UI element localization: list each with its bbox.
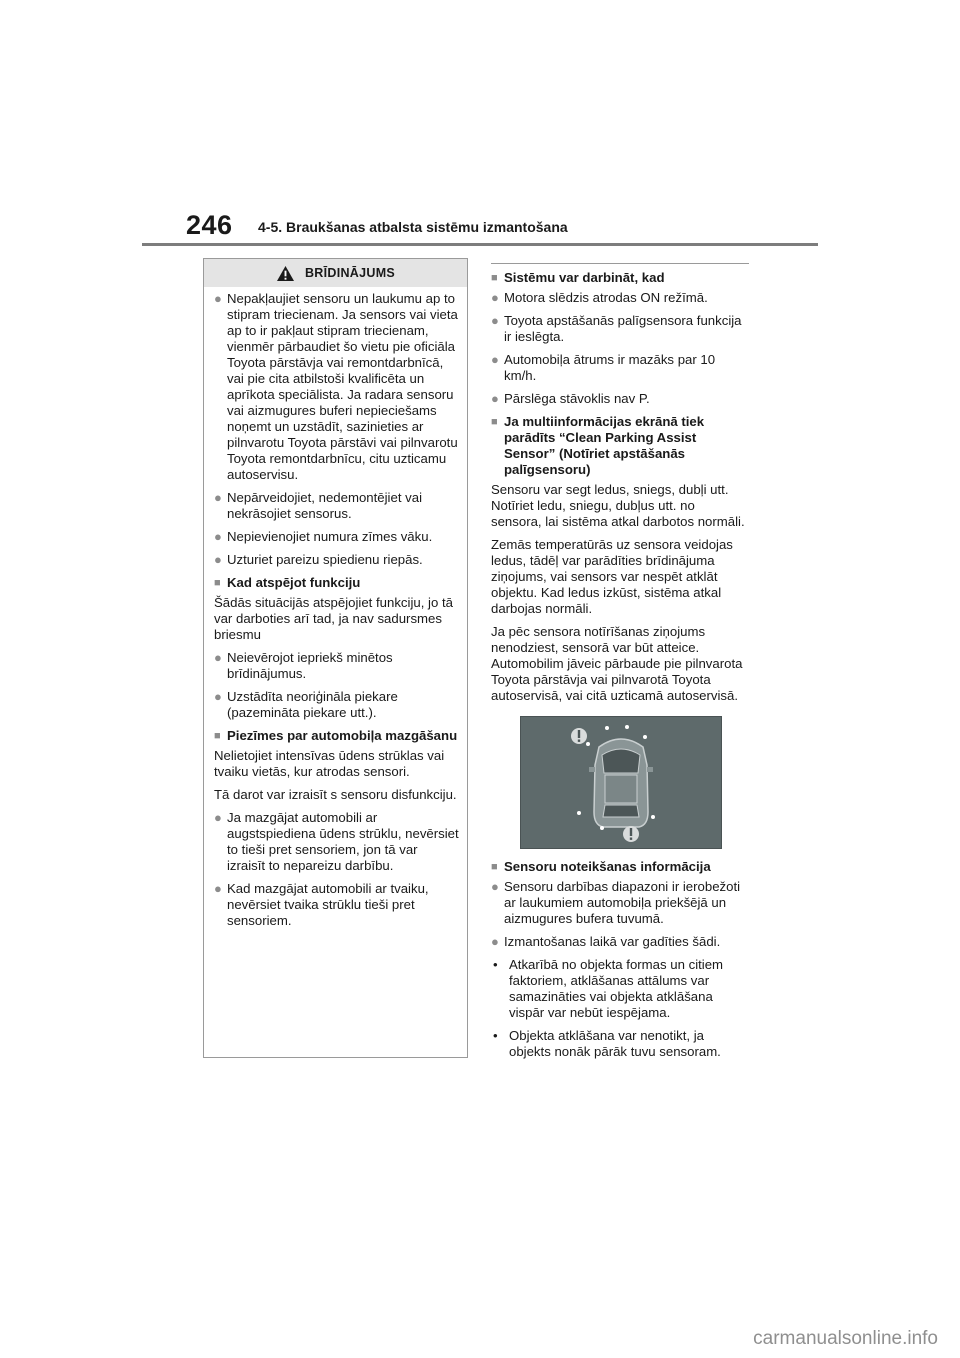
bullet-text: Izmantošanas laikā var gadīties šādi. [504,934,721,949]
car-sensor-diagram [521,717,721,848]
bullet-icon: ● [214,529,222,544]
sensor-figure [520,716,722,849]
bullet-icon: ● [491,290,499,305]
dash-text: Objekta atklāšana var nenotikt, ja objekts nonāk pārāk tuvu sensoram. [509,1028,721,1059]
list-item [491,1028,749,1060]
warning-title: BRĪDINĀJUMS [304,266,396,280]
list-item [491,313,749,345]
bullet-text: Ja mazgājat automobili ar augstspiediena ūdens strūklu, nevērsiet to tieši pret sensoriem, jon tā var izraisīt to nepareizu darbību. [227,810,459,873]
subheading-disable [214,575,459,591]
list-item [214,291,459,483]
warning-body [204,287,467,929]
square-icon: ■ [491,416,498,428]
list-item [491,957,749,1021]
bullet-icon: ● [214,291,222,306]
subheading-clean [491,414,749,478]
subheading-text: Piezīmes par automobiļa mazgāšanu [227,728,458,743]
subheading-detect [491,859,749,875]
warning-triangle-icon [276,265,295,282]
subheading-operate [491,270,749,286]
page-number: 246 [186,210,233,240]
list-item [214,650,459,682]
bullet-icon: ● [214,490,222,505]
paragraph: Šādās situācijās atspējojiet funkciju, jo tā var darboties arī tad, ja nav sadursmes briesmu [214,595,453,642]
warning-box [203,258,468,1058]
right-column [491,263,749,1067]
bullet-text: Kad mazgājat automobili ar tvaiku, nevērsiet tvaika strūklu tieši pret sensoriem. [227,881,429,928]
subheading-text: Sensoru noteikšanas informācija [504,859,711,874]
bullet-text: Toyota apstāšanās palīgsensora funkcija ir ieslēgta. [504,313,742,344]
bullet-icon: ● [491,313,499,328]
bullet-icon: ● [214,552,222,567]
subheading-text: Kad atspējot funkciju [227,575,361,590]
bullet-icon: ● [214,650,222,665]
bullet-text: Nepievienojiet numura zīmes vāku. [227,529,433,544]
list-item [214,689,459,721]
bullet-icon: ● [491,879,499,894]
paragraph: Ja pēc sensora notīrīšanas ziņojums nenodziest, sensorā var būt atteice. Automobilim jāveic pārbaude pie pilnvarota Toyota pārstāvja vai pilnvarotā Toyota autoservisā, vai citā uzticamā autoservisā. [491,624,743,703]
list-item [214,529,459,545]
list-item [214,490,459,522]
dash-icon: • [493,957,498,972]
bullet-text: Uzstādīta neoriģināla piekare (pazemināta piekare utt.). [227,689,398,720]
square-icon: ■ [214,730,221,742]
square-icon: ■ [491,272,498,284]
subheading-wash [214,728,459,744]
section-title: 4-5. Braukšanas atbalsta sistēmu izmantošana [258,219,568,235]
bullet-text: Pārslēga stāvoklis nav P. [504,391,650,406]
list-item [214,552,459,568]
bullet-icon: ● [491,391,499,406]
watermark: carmanualsonline.info [753,1328,938,1349]
list-item [491,391,749,407]
dash-icon: • [493,1028,498,1043]
bullet-text: Sensoru darbības diapazoni ir ierobežoti ar laukumiem automobiļa priekšējā un aizmugures bufera tuvumā. [504,879,741,926]
bullet-text: Neievērojot iepriekš minētos brīdinājumus. [227,650,393,681]
warning-header [204,259,467,287]
list-item [214,810,459,874]
square-icon: ■ [214,577,221,589]
bullet-text: Uzturiet pareizu spiedienu riepās. [227,552,423,567]
bullet-text: Nepārveidojiet, nedemontējiet vai nekrāsojiet sensorus. [227,490,422,521]
bullet-icon: ● [491,352,499,367]
column-rule [491,263,749,264]
square-icon: ■ [491,861,498,873]
paragraph: Sensoru var segt ledus, sniegs, dubļi utt. Notīriet ledu, sniegu, dubļus utt. no sensora, lai sistēma atkal darbotos normāli. [491,482,745,529]
list-item [491,352,749,384]
paragraph: Zemās temperatūrās uz sensora veidojas ledus, tādēļ var parādīties brīdinājuma ziņojums, vai sensors var nespēt atklāt objektu. Kad ledus izkūst, sistēma atkal darbojas normāli. [491,537,733,616]
list-item [491,934,749,950]
subheading-text: Sistēmu var darbināt, kad [504,270,665,285]
header-rule [142,243,818,246]
bullet-icon: ● [214,881,222,896]
bullet-icon: ● [214,689,222,704]
paragraph: Tā darot var izraisīt s sensoru disfunkciju. [214,787,457,802]
bullet-text: Motora slēdzis atrodas ON režīmā. [504,290,708,305]
subheading-text: Ja multiinformācijas ekrānā tiek parādīts “Clean Parking Assist Sensor” (Notīriet apstāšanās palīgsensoru) [504,414,705,477]
bullet-text: Nepakļaujiet sensoru un laukumu ap to stipram triecienam. Ja sensors vai vieta ap to ir pakļaut stipram triecienam, vienmēr pārbaudiet šo vietu pie oficiāla Toyota pārstāvja vai remontdarbnīcā, vai pie cita atbilstoši kvalificēta un aprīkota speciālista. Ja radara sensoru vai aizmugures buferi nepieciešams noņemt un uzstādīt, sazinieties ar pilnvarotu Toyota pārstāvi vai pilnvarotu Toyota remontdarbnīcu, citu uzticamu autoservisu. [227,291,458,482]
paragraph: Nelietojiet intensīvas ūdens strūklas vai tvaiku vietās, kur atrodas sensori. [214,748,445,779]
list-item [491,290,749,306]
bullet-icon: ● [491,934,499,949]
list-item [214,881,459,929]
bullet-icon: ● [214,810,222,825]
list-item [491,879,749,927]
dash-text: Atkarībā no objekta formas un citiem faktoriem, atklāšanas attālums var samazināties vai objekta atklāšana vispār var nebūt iespējama. [509,957,724,1020]
bullet-text: Automobiļa ātrums ir mazāks par 10 km/h. [504,352,716,383]
